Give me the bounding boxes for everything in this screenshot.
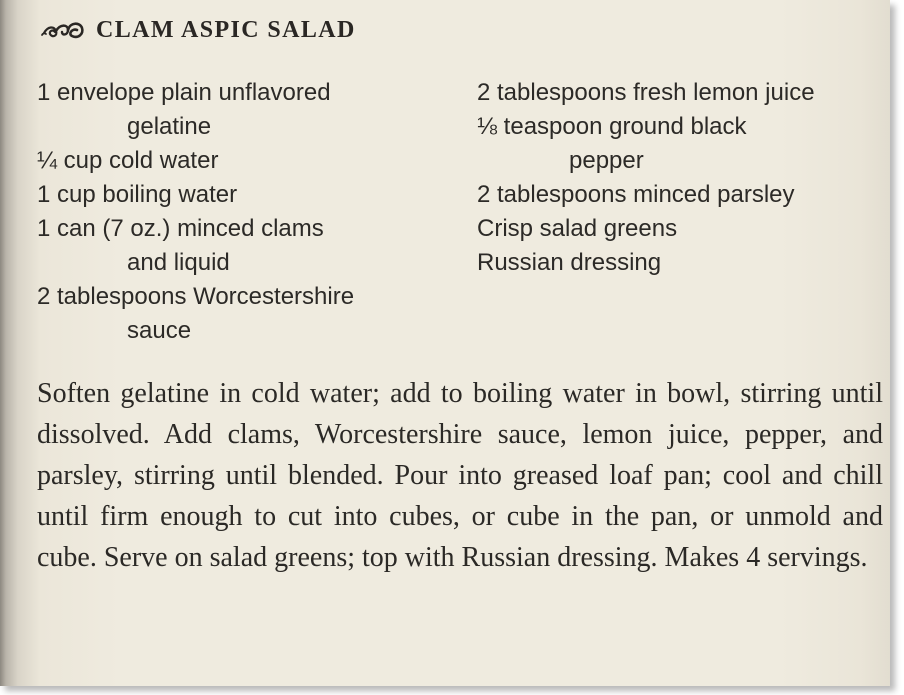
ingredients-left-column [37, 76, 437, 348]
recipe-title: CLAM ASPIC SALAD [96, 17, 356, 43]
ingredient-item [37, 212, 437, 280]
ingredient-item [37, 178, 437, 212]
recipe-directions: Soften gelatine in cold water; add to boiling water in bowl, stirring until dissolved. Add clams, Worcestershire sauce, lemon juice, pepper, and parsley, stirring until blended. Pour into greased loaf pan; cool and chill until firm enough to cut into cubes, or cube in the pan, or unmold and cube. Serve on salad greens; top with Russian dressing. Makes 4 servings. [37, 378, 883, 573]
recipe-header [40, 16, 356, 44]
ingredient-line: 2 tablespoons Worcestershire [37, 283, 355, 310]
ingredient-line: 2 tablespoons fresh lemon juice [477, 79, 815, 106]
ingredient-item [37, 280, 437, 348]
ingredient-item [477, 212, 887, 246]
ingredient-continuation: and liquid [127, 249, 230, 276]
ingredients-right-column [477, 76, 887, 280]
ingredient-item [477, 76, 887, 110]
ingredient-continuation: pepper [569, 147, 644, 174]
ingredient-item [477, 246, 887, 280]
flourish-ornament-icon [40, 18, 88, 42]
ingredient-item [477, 110, 887, 178]
ingredient-item [37, 144, 437, 178]
ingredient-line: 1 cup boiling water [37, 181, 238, 208]
ingredient-item [37, 76, 437, 144]
ingredient-continuation: sauce [127, 317, 192, 344]
ingredient-line: ⅛ teaspoon ground black [477, 113, 747, 140]
ingredient-continuation: gelatine [127, 113, 212, 140]
ingredient-line: Crisp salad greens [477, 215, 678, 242]
ingredient-item [477, 178, 887, 212]
ingredient-line: 1 can (7 oz.) minced clams [37, 215, 324, 242]
ingredient-line: Russian dressing [477, 249, 662, 276]
ingredient-line: 1 envelope plain unflavored [37, 79, 331, 106]
ingredient-line: ¼ cup cold water [37, 147, 219, 174]
ingredient-line: 2 tablespoons minced parsley [477, 181, 795, 208]
